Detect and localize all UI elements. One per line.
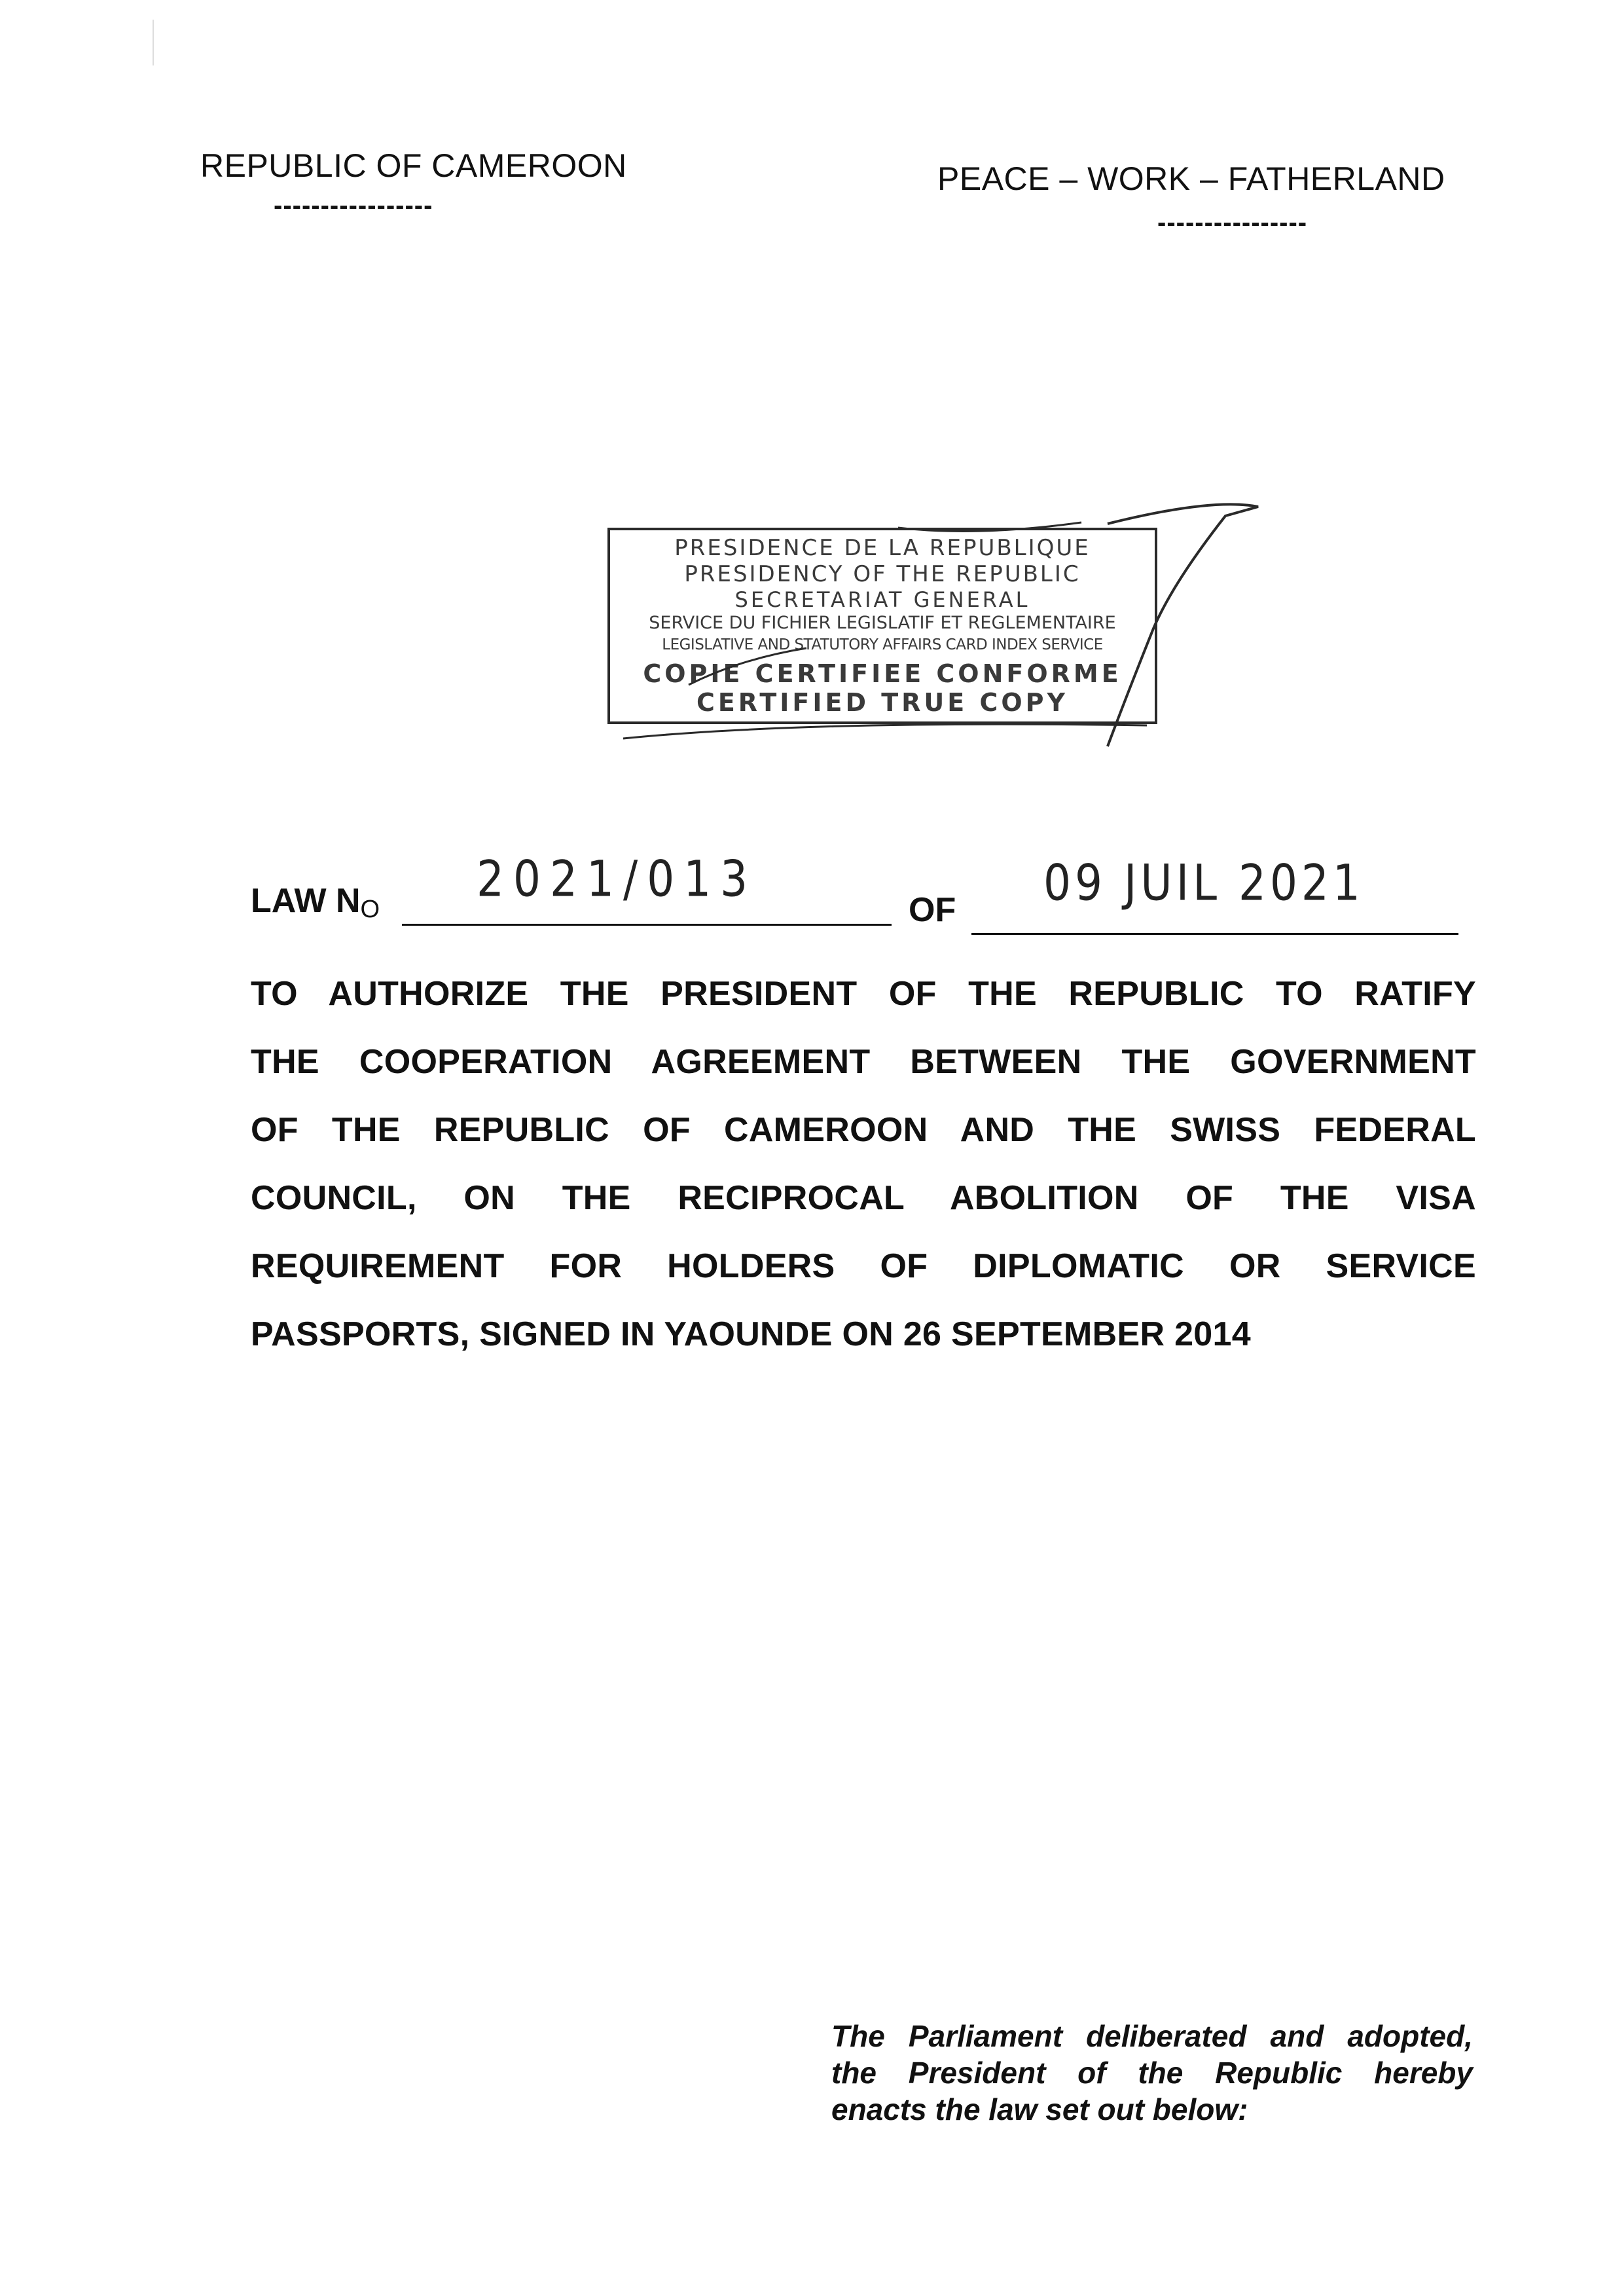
law-title-line: COUNCIL, ON THE RECIPROCAL ABOLITION OF THE VISA: [251, 1179, 1476, 1217]
stamp-line-service-fr: SERVICE DU FICHIER LEGISLATIF ET REGLEMENTAIRE: [649, 613, 1116, 633]
enactment-line: the President of the Republic hereby: [831, 2056, 1473, 2090]
enactment-line: enacts the law set out below:: [831, 2092, 1248, 2126]
law-title-line: REQUIREMENT FOR HOLDERS OF DIPLOMATIC OR SERVICE: [251, 1247, 1476, 1285]
law-number-underline: [402, 924, 892, 926]
header-left-dashes: -----------------: [274, 191, 433, 220]
scan-margin-mark: [153, 20, 154, 65]
stamp-line-service-en: LEGISLATIVE AND STATUTORY AFFAIRS CARD INDEX SERVICE: [662, 636, 1103, 653]
law-title-line: OF THE REPUBLIC OF CAMEROON AND THE SWISS FEDERAL: [251, 1111, 1476, 1149]
stamp-line-presidence: PRESIDENCE DE LA REPUBLIQUE: [674, 535, 1091, 561]
law-of-label: OF: [909, 891, 956, 929]
law-title-line: TO AUTHORIZE THE PRESIDENT OF THE REPUBLIC TO RATIFY: [251, 975, 1476, 1013]
law-title: [251, 960, 1476, 1368]
stamp-line-copie-conforme: COPIE CERTIFIEE CONFORME: [643, 659, 1122, 688]
header-right-motto: PEACE – WORK – FATHERLAND: [937, 160, 1445, 197]
header-right-dashes: ----------------: [1157, 208, 1308, 237]
stamp-line-secretariat: SECRETARIAT GENERAL: [734, 587, 1030, 612]
law-date-underline: [971, 933, 1458, 935]
stamp-signature-strokes: [610, 530, 1160, 727]
certification-stamp: [607, 528, 1157, 724]
stamp-line-presidency: PRESIDENCY OF THE REPUBLIC: [684, 561, 1081, 587]
law-title-line: THE COOPERATION AGREEMENT BETWEEN THE GOVERNMENT: [251, 1043, 1476, 1081]
law-label-text: LAW N: [251, 882, 361, 920]
law-label-subscript: O: [360, 896, 380, 923]
law-title-line: PASSPORTS, SIGNED IN YAOUNDE ON 26 SEPTEMBER 2014: [251, 1315, 1251, 1353]
enactment-line: The Parliament deliberated and adopted,: [831, 2019, 1473, 2053]
stamp-line-certified-copy: CERTIFIED TRUE COPY: [696, 688, 1069, 717]
law-number-label: [251, 881, 380, 923]
enactment-formula: [831, 2018, 1473, 2128]
header-left-title: REPUBLIC OF CAMEROON: [200, 147, 627, 184]
law-date-stamped: 09 JUIL 2021: [1043, 854, 1364, 912]
law-number-handwritten: 2021/013: [477, 850, 757, 908]
